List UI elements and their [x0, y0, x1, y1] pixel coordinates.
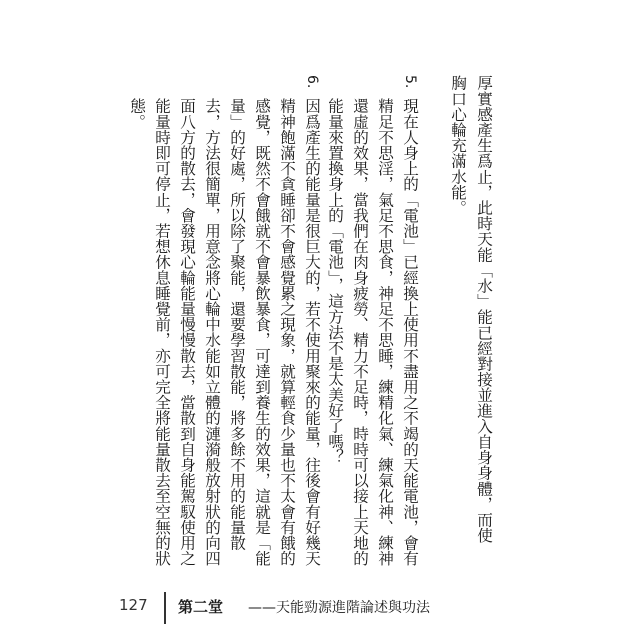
text-column-9: 感覺，既然不會餓就不會暴飲暴食，可達到養生的效果，這就是「能	[253, 98, 271, 566]
text-column-3: 現在人身上的「電池」已經換上使用不盡用之不竭的天能電池，會有	[401, 98, 419, 566]
item-number-5: 5.	[402, 75, 418, 89]
text-column-6: 能量來置換身上的「電池」，這方法不是太美好了嗎？	[326, 98, 344, 465]
item-number-6: 6.	[304, 75, 320, 89]
chapter-title: ——天能勁源進階論述與功法	[248, 600, 430, 616]
text-column-13: 能量時即可停止，若想休息睡覺前，亦可完全將能量散去至空無的狀	[153, 98, 171, 566]
text-column-12: 面八方的散去，會發現心輪能量慢慢散去，當散到自身能駕馭使用之	[178, 98, 196, 566]
text-column-14: 態。	[128, 98, 146, 130]
page-footer	[0, 592, 640, 632]
text-column-5: 還虛的效果，當我們在肉身疲勞、精力不足時，時時可以接上天地的	[351, 98, 369, 566]
text-column-7: 因爲產生的能量是很巨大的，若不使用聚來的能量，往後會有好幾天	[303, 98, 321, 566]
text-column-4: 精足不思淫，氣足不思食，神足不思睡，練精化氣、練氣化神、練神	[376, 98, 394, 566]
text-column-10: 量」的好處，所以除了聚能，還要學習散能，將多餘不用的能量散	[228, 98, 246, 551]
chapter-label: 第二堂	[178, 598, 224, 616]
text-column-1: 厚實感產生爲止，此時天能「水」能已經對接並進入自身身體，而使	[475, 75, 493, 543]
page-number: 127	[119, 596, 148, 614]
footer-divider	[164, 592, 166, 624]
text-column-8: 精神飽滿不貪睡卻不會感覺累之現象，就算輕食少量也不太會有餓的	[278, 98, 296, 566]
text-column-11: 去，方法很簡單，用意念將心輪中水能如立體的漣漪般放射狀的向四	[203, 98, 221, 566]
text-column-2: 胸口心輪充滿水能。	[449, 75, 467, 216]
